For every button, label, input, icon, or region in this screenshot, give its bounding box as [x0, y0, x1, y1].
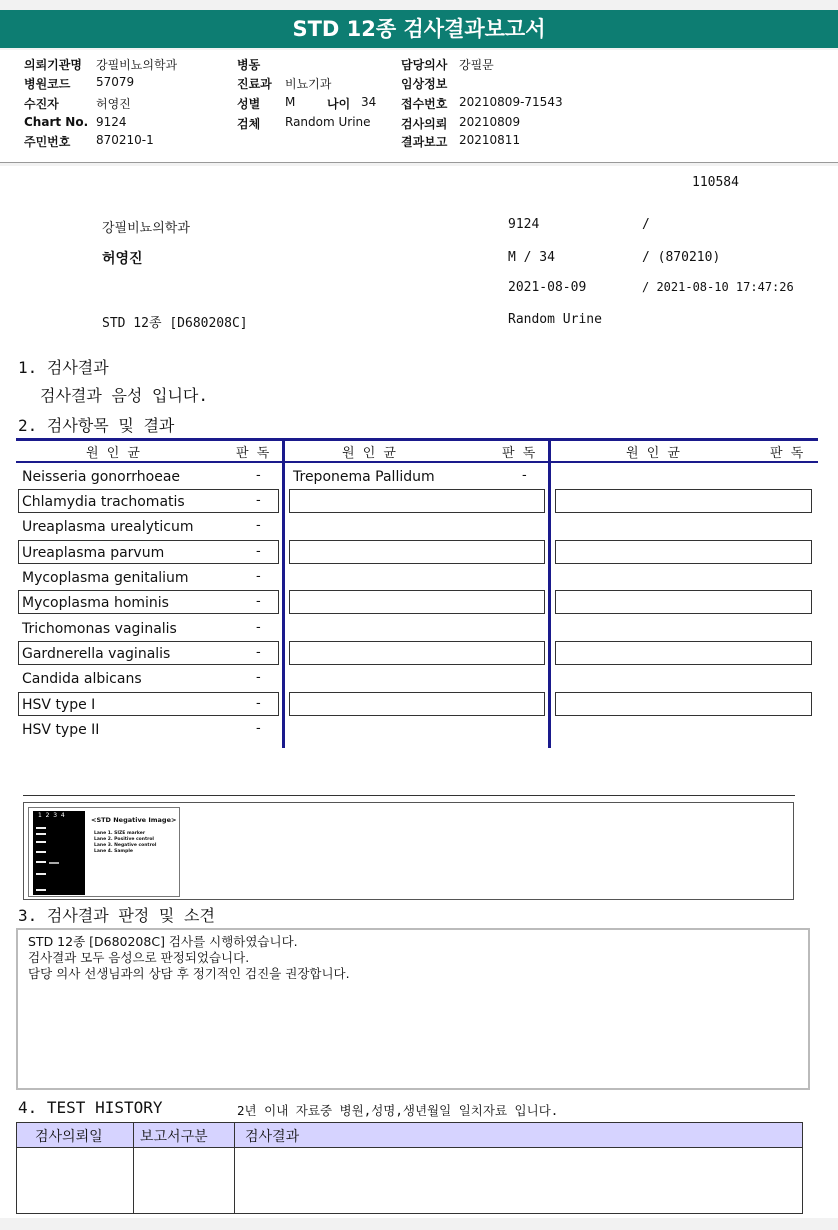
field-key: 수진자	[24, 97, 59, 111]
field-value: 20210809-71543	[459, 95, 563, 109]
pathogen-name: Treponema Pallidum	[293, 469, 435, 485]
gel-band	[36, 833, 46, 835]
field-key: 접수번호	[401, 97, 448, 111]
history-note: 2년 이내 자료중 병원,성명,생년월일 일치자료 입니다.	[237, 1103, 559, 1118]
row-box	[555, 590, 812, 614]
report-title: STD 12종 검사결과보고서	[292, 17, 546, 41]
row-box	[289, 489, 545, 513]
specimen: Random Urine	[508, 312, 602, 327]
clinic-name: 강필비뇨의학과	[102, 221, 190, 236]
field-key: 나이	[327, 97, 351, 111]
row-box	[289, 641, 545, 665]
column-divider	[548, 438, 551, 748]
field-key: 결과보고	[401, 135, 448, 149]
field-key: 검체	[237, 117, 261, 131]
pathogen-result: -	[522, 468, 527, 483]
gel-band	[36, 861, 46, 863]
divider-line	[23, 795, 795, 796]
pathogen-name: Ureaplasma parvum	[22, 545, 165, 561]
field-key: 주민번호	[24, 135, 71, 149]
header-result: 판 독	[236, 446, 272, 461]
field-key: 임상정보	[401, 77, 448, 91]
row-box	[555, 641, 812, 665]
row-box	[289, 540, 545, 564]
column-divider	[282, 438, 285, 748]
gel-legend	[94, 831, 156, 855]
row-box	[289, 692, 545, 716]
field-key: 성별	[237, 97, 261, 111]
gel-legend-item: Lane 2. Positive control	[94, 837, 154, 842]
field-key: 진료과	[237, 77, 272, 91]
gel-image	[28, 807, 180, 897]
header-pathogen: 원 인 균	[86, 446, 142, 461]
section2-title: 2. 검사항목 및 결과	[18, 416, 175, 435]
report-datetime: / 2021-08-10 17:47:26	[642, 280, 794, 294]
row-box	[555, 692, 812, 716]
pathogen-result: -	[256, 544, 261, 559]
pathogen-name: HSV type II	[22, 722, 100, 738]
field-value: 34	[361, 95, 377, 109]
history-header-request-date: 검사의뢰일	[35, 1129, 103, 1145]
field-value: 강필비뇨의학과	[96, 58, 178, 72]
gel-band	[36, 841, 46, 843]
gel-legend-item: Lane 3. Negative control	[94, 843, 157, 848]
gel-legend-item: Lane 4. Sample	[94, 849, 133, 854]
report-page	[0, 166, 838, 1218]
pathogen-name: Chlamydia trachomatis	[22, 494, 185, 510]
birth-date: / (870210)	[642, 250, 721, 265]
pathogen-name: Mycoplasma hominis	[22, 595, 169, 611]
opinion-line: STD 12종 [D680208C] 검사를 시행하였습니다.	[28, 934, 298, 949]
sex-age: M / 34	[508, 250, 555, 265]
opinion-line: 담당 의사 선생님과의 상담 후 정기적인 검진을 권장합니다.	[28, 966, 350, 981]
pathogen-result: -	[256, 696, 261, 711]
field-value: 9124	[96, 115, 127, 129]
field-value: Random Urine	[285, 115, 371, 129]
gel-band	[49, 862, 59, 864]
field-key: 의뢰기관명	[24, 58, 82, 72]
report-number: 110584	[692, 175, 739, 190]
gel-legend-item: Lane 1. SIZE marker	[94, 831, 146, 836]
patient-name: 허영진	[102, 251, 143, 267]
gel-lanes-image	[33, 811, 85, 895]
field-value: M	[285, 95, 296, 109]
pathogen-result: -	[256, 569, 261, 584]
result-summary: 검사결과 음성 입니다.	[40, 386, 209, 405]
row-box	[555, 489, 812, 513]
pathogen-result: -	[256, 670, 261, 685]
section4-title: 4. TEST HISTORY	[18, 1098, 163, 1117]
field-value: 20210809	[459, 115, 521, 129]
pathogen-name: Neisseria gonorrhoeae	[22, 469, 181, 485]
field-key: 담당의사	[401, 58, 448, 72]
history-header-result: 검사결과	[245, 1129, 300, 1145]
header-result: 판 독	[770, 446, 806, 461]
request-date: 2021-08-09	[508, 280, 587, 295]
field-value: 허영진	[96, 97, 131, 111]
header-pathogen: 원 인 균	[626, 446, 682, 461]
pathogen-name: HSV type I	[22, 697, 96, 713]
history-header-report-type: 보고서구분	[140, 1129, 208, 1145]
gel-band	[36, 889, 46, 891]
history-table	[16, 1122, 803, 1214]
field-value: 강필문	[459, 58, 494, 72]
field-value: 20210811	[459, 133, 521, 147]
row-box	[289, 590, 545, 614]
pathogen-name: Ureaplasma urealyticum	[22, 519, 194, 535]
field-key: Chart No.	[24, 115, 89, 129]
gel-band	[36, 873, 46, 875]
header-pathogen: 원 인 균	[342, 446, 398, 461]
table-header-rule	[16, 461, 818, 463]
pathogen-result: -	[256, 594, 261, 609]
field-key: 병원코드	[24, 77, 71, 91]
chart-number: 9124	[508, 217, 540, 232]
section3-title: 3. 검사결과 판정 및 소견	[18, 906, 215, 925]
pathogen-name: Trichomonas vaginalis	[22, 621, 177, 637]
pathogen-result: -	[256, 721, 261, 736]
pathogen-result: -	[256, 468, 261, 483]
pathogen-result: -	[256, 620, 261, 635]
test-name: STD 12종 [D680208C]	[102, 316, 248, 331]
field-key: 검사의뢰	[401, 117, 448, 131]
pathogen-result: -	[256, 518, 261, 533]
section1-title: 1. 검사결과	[18, 358, 109, 377]
gel-band	[36, 827, 46, 829]
pathogen-name: Gardnerella vaginalis	[22, 646, 171, 662]
separator: /	[642, 217, 650, 232]
lane-numbers: 1 2 3 4	[38, 812, 65, 819]
field-value: 57079	[96, 75, 135, 89]
header-result: 판 독	[502, 446, 538, 461]
pathogen-result: -	[256, 493, 261, 508]
report-title-banner	[0, 10, 838, 48]
header-info-panel	[0, 50, 838, 163]
pathogen-result: -	[256, 645, 261, 660]
opinion-box	[16, 928, 810, 1090]
field-key: 병동	[237, 58, 261, 72]
opinion-line: 검사결과 모두 음성으로 판정되었습니다.	[28, 950, 250, 965]
pathogen-name: Mycoplasma genitalium	[22, 570, 189, 586]
gel-band	[36, 851, 46, 853]
field-value: 비뇨기과	[285, 77, 332, 91]
pathogen-name: Candida albicans	[22, 671, 142, 687]
field-value: 870210-1	[96, 133, 154, 147]
table-top-rule	[16, 438, 818, 441]
gel-title: <STD Negative Image>	[91, 816, 177, 824]
row-box	[555, 540, 812, 564]
